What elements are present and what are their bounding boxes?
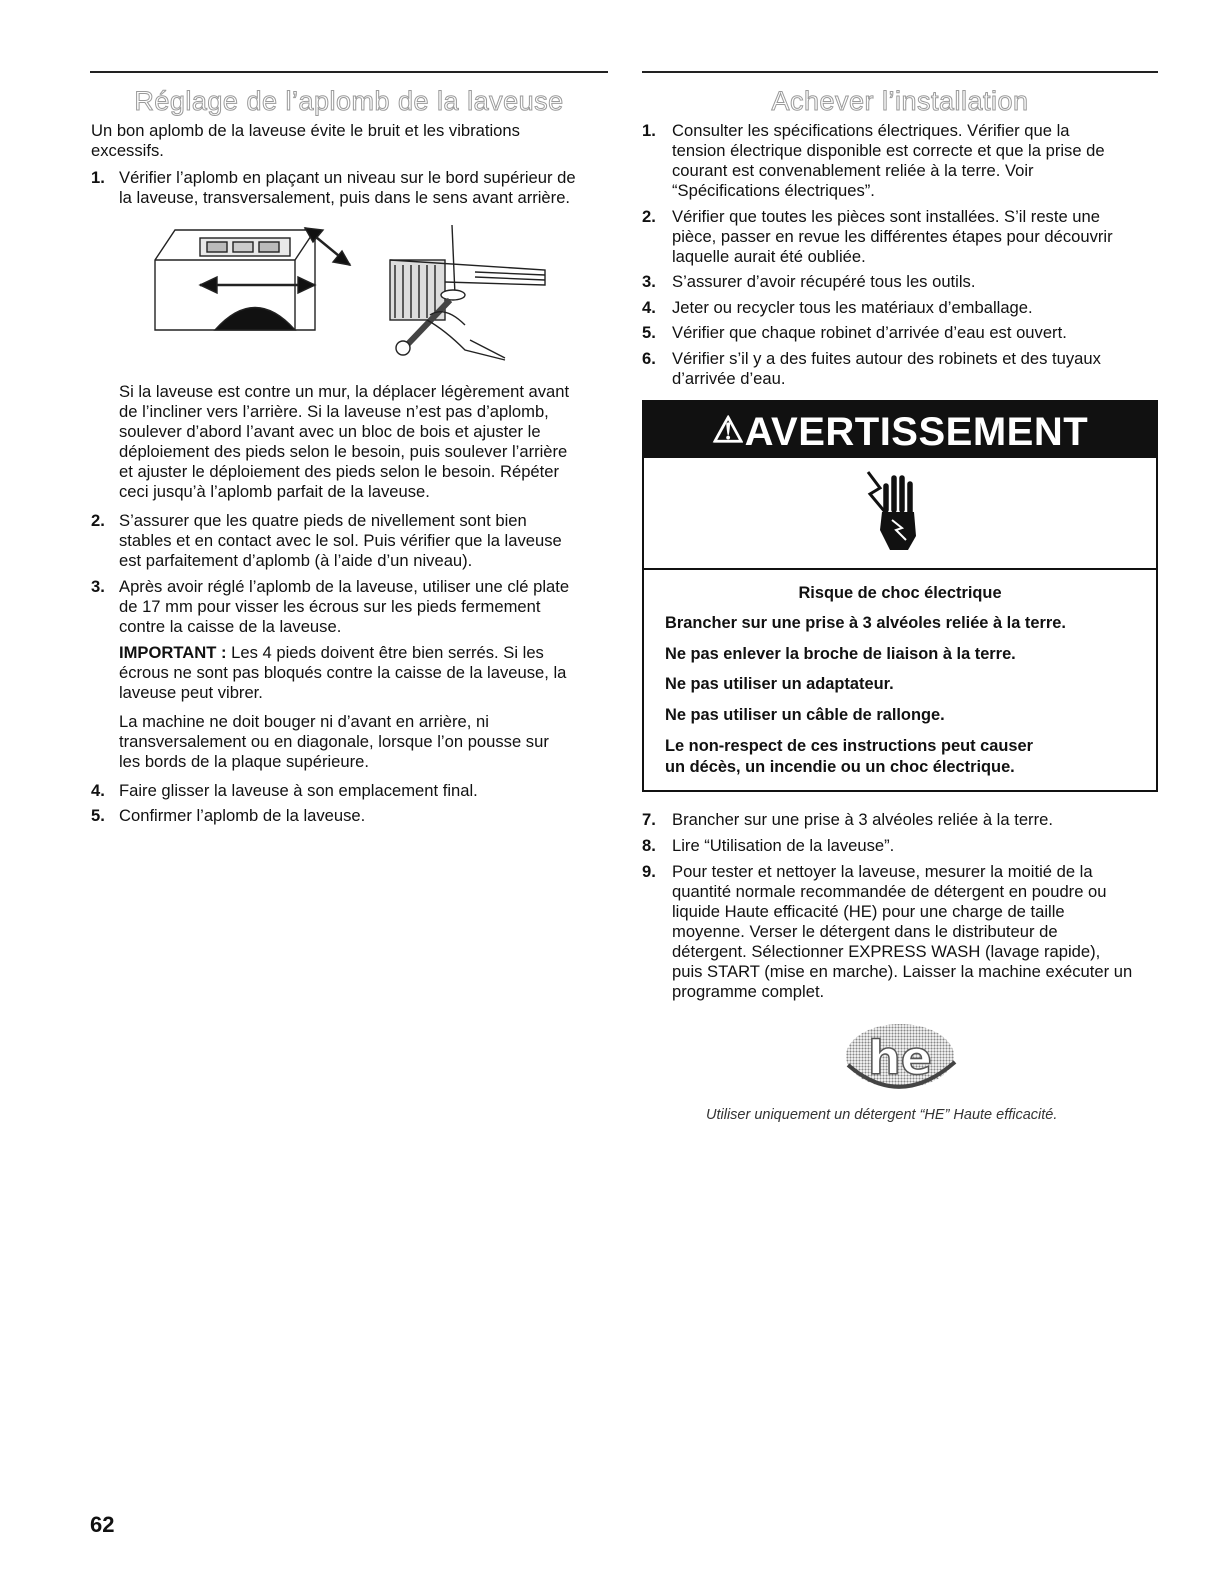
left-step3-number: 3.	[91, 577, 105, 596]
left-step1-detail-line6: ceci jusqu’à l’aplomb parfait de la laveuse.	[119, 482, 430, 501]
left-step1-detail-line2: de l’incliner vers l’arrière. Si la laveuse n’est pas d’aplomb,	[119, 402, 549, 421]
right-step9-line1: Pour tester et nettoyer la laveuse, mesurer la moitié de la	[672, 862, 1093, 881]
right-step1-number: 1.	[642, 121, 656, 140]
left-machine-line1: La machine ne doit bouger ni d’avant en arrière, ni	[119, 712, 489, 731]
right-step2-line1: Vérifier que toutes les pièces sont installées. S’il reste une	[672, 207, 1100, 226]
left-step2-line1: S’assurer que les quatre pieds de nivellement sont bien	[119, 511, 527, 530]
right-step7-line1: Brancher sur une prise à 3 alvéoles reliée à la terre.	[672, 810, 1053, 829]
right-step1-line3: courant est convenablement reliée à la terre. Voir	[672, 161, 1034, 180]
left-step2-line3: est parfaitement d’aplomb (à l’aide d’un niveau).	[119, 551, 473, 570]
right-step2-line2: pièce, passer en revue les différentes étapes pour découvrir	[672, 227, 1113, 246]
leveling-illustration	[145, 220, 575, 370]
left-step2-line2: stables et en contact avec le sol. Puis vérifier que la laveuse	[119, 531, 562, 550]
right-step8-line1: Lire “Utilisation de la laveuse”.	[672, 836, 895, 855]
left-step5-text: Confirmer l’aplomb de la laveuse.	[119, 806, 366, 825]
right-step5-line1: Vérifier que chaque robinet d’arrivée d’eau est ouvert.	[672, 323, 1067, 342]
right-step1-line1: Consulter les spécifications électriques. Vérifier que la	[672, 121, 1070, 140]
warning-heading: AVERTISSEMENT	[744, 410, 1089, 454]
right-step9-line2: quantité normale recommandée de détergent en poudre ou	[672, 882, 1107, 901]
warning-divider	[644, 568, 1156, 570]
he-logo	[843, 1020, 958, 1098]
warning-triangle-icon: ⚠	[711, 409, 745, 450]
right-top-rule	[642, 71, 1158, 73]
left-intro-line1: Un bon aplomb de la laveuse évite le bruit et les vibrations	[91, 121, 520, 140]
left-step3-line1: Après avoir réglé l’aplomb de la laveuse, utiliser une clé plate	[119, 577, 570, 596]
important-text: Les 4 pieds doivent être bien serrés. Si les	[226, 643, 544, 662]
left-step1-line1: Vérifier l’aplomb en plaçant un niveau sur le bord supérieur de	[119, 168, 576, 187]
left-step3-line2: de 17 mm pour visser les écrous sur les pieds fermement	[119, 597, 541, 616]
warning-header	[644, 402, 1156, 458]
warning-risk-title: Risque de choc électrique	[798, 584, 1002, 602]
left-step2-number: 2.	[91, 511, 105, 530]
left-step4-number: 4.	[91, 781, 105, 800]
warning-line4: Ne pas utiliser un câble de rallonge.	[665, 706, 945, 724]
right-step3-line1: S’assurer d’avoir récupéré tous les outils.	[672, 272, 976, 291]
left-step1-detail-line4: déploiement des pieds selon le besoin, puis soulever l’arrière	[119, 442, 568, 461]
left-intro-line2: excessifs.	[91, 141, 164, 160]
left-step1-line2: la laveuse, transversalement, puis dans le sens avant arrière.	[119, 188, 571, 207]
important-label: IMPORTANT :	[119, 643, 227, 662]
left-machine-line3: les bords de la plaque supérieure.	[119, 752, 369, 771]
warning-line5: Le non-respect de ces instructions peut causer	[665, 737, 1033, 755]
right-step8-number: 8.	[642, 836, 656, 855]
left-step1-detail-line1: Si la laveuse est contre un mur, la déplacer légèrement avant	[119, 382, 570, 401]
right-step6-line2: d’arrivée d’eau.	[672, 369, 786, 388]
electric-shock-hand-icon	[862, 466, 942, 566]
warning-box	[642, 400, 1158, 792]
right-step9-line7: programme complet.	[672, 982, 825, 1001]
page-number: 62	[90, 1512, 115, 1537]
warning-line1: Brancher sur une prise à 3 alvéoles reliée à la terre.	[665, 614, 1066, 632]
right-step3-number: 3.	[642, 272, 656, 291]
left-step1-number: 1.	[91, 168, 105, 187]
right-step2-line3: laquelle aurait été oubliée.	[672, 247, 866, 266]
left-important-line1	[119, 643, 544, 663]
right-step9-line6: puis START (mise en marche). Laisser la machine exécuter un	[672, 962, 1133, 981]
left-section-title: Réglage de l’aplomb de la laveuse	[134, 86, 564, 116]
left-important-line3: laveuse peut vibrer.	[119, 683, 263, 702]
left-step5-number: 5.	[91, 806, 105, 825]
left-top-rule	[90, 71, 608, 73]
right-step9-line5: détergent. Sélectionner EXPRESS WASH (lavage rapide),	[672, 942, 1101, 961]
right-step4-number: 4.	[642, 298, 656, 317]
right-step9-number: 9.	[642, 862, 656, 881]
right-step2-number: 2.	[642, 207, 656, 226]
right-step1-line2: tension électrique disponible est correcte et que la prise de	[672, 141, 1105, 160]
warning-line6: un décès, un incendie ou un choc électrique.	[665, 758, 1015, 776]
right-section-title: Achever l’installation	[771, 86, 1029, 116]
left-machine-line2: transversalement ou en diagonale, lorsque l’on pousse sur	[119, 732, 549, 751]
left-step1-detail-line3: soulever d’abord l’avant avec un bloc de bois et ajuster le	[119, 422, 541, 441]
he-logo-text: he	[868, 1031, 932, 1085]
right-step5-number: 5.	[642, 323, 656, 342]
right-step9-line4: moyenne. Verser le détergent dans le distributeur de	[672, 922, 1058, 941]
warning-line2: Ne pas enlever la broche de liaison à la terre.	[665, 645, 1016, 663]
he-caption: Utiliser uniquement un détergent “HE” Haute efficacité.	[706, 1107, 1058, 1123]
right-step6-number: 6.	[642, 349, 656, 368]
left-important-line2: écrous ne sont pas bloqués contre la caisse de la laveuse, la	[119, 663, 567, 682]
right-step6-line1: Vérifier s’il y a des fuites autour des robinets et des tuyaux	[672, 349, 1101, 368]
left-step3-line3: contre la caisse de la laveuse.	[119, 617, 342, 636]
right-step9-line3: liquide Haute efficacité (HE) pour une charge de taille	[672, 902, 1065, 921]
right-step1-line4: “Spécifications électriques”.	[672, 181, 875, 200]
right-step4-line1: Jeter ou recycler tous les matériaux d’emballage.	[672, 298, 1033, 317]
right-step7-number: 7.	[642, 810, 656, 829]
warning-line3: Ne pas utiliser un adaptateur.	[665, 675, 894, 693]
left-step4-text: Faire glisser la laveuse à son emplacement final.	[119, 781, 478, 800]
left-step1-detail-line5: et ajuster le déploiement des pieds selon le besoin. Répéter	[119, 462, 560, 481]
